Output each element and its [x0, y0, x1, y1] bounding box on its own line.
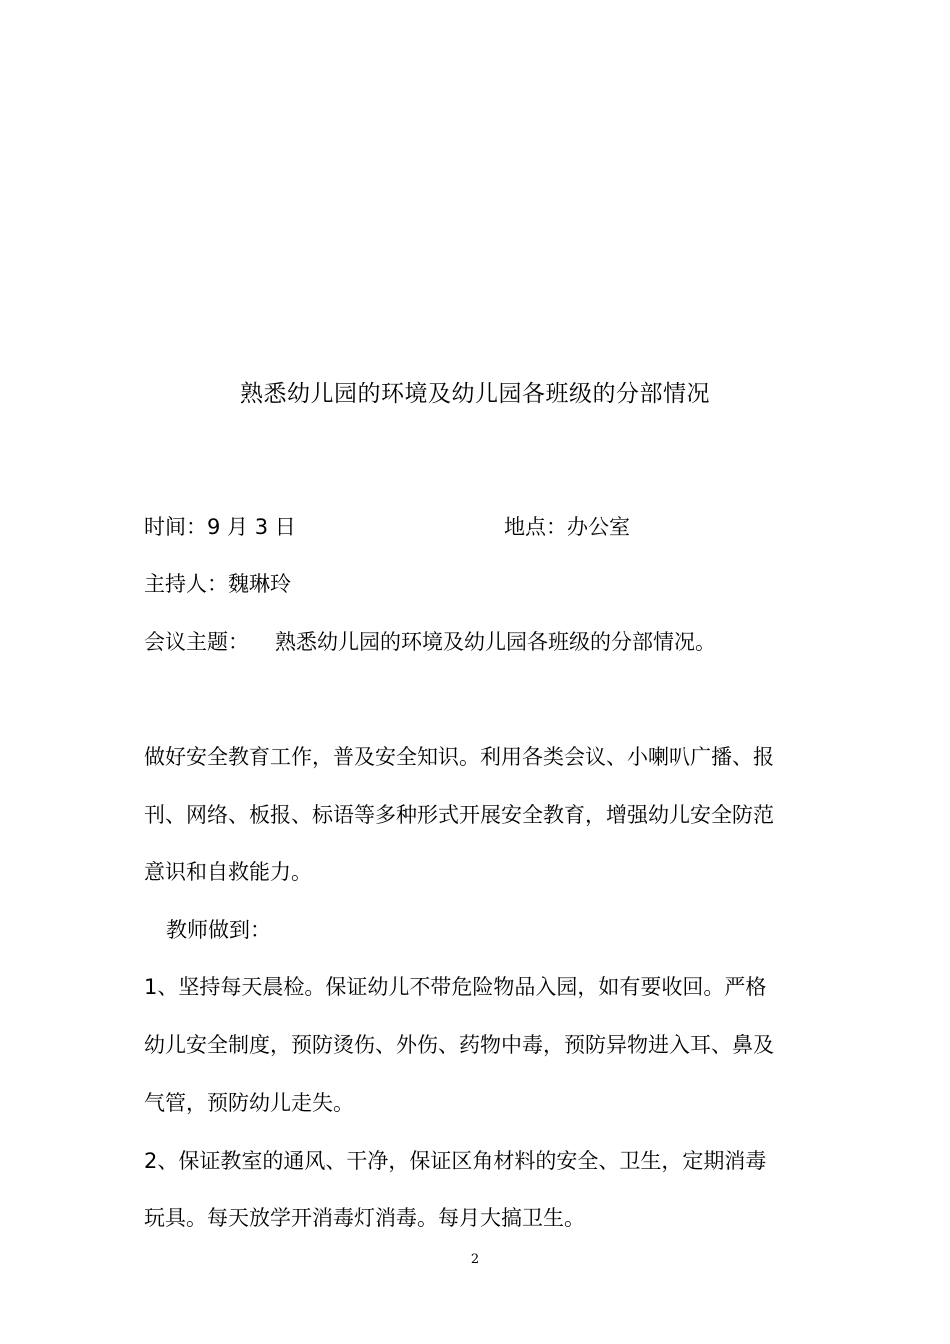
item2-line-1: 2、保证教室的通风、干净，保证区角材料的安全、卫生，定期消毒: [144, 1149, 767, 1173]
teacher-heading: 教师做到：: [166, 918, 271, 942]
meeting-location: 地点：办公室: [504, 515, 630, 539]
item1-line-1: 1、坚持每天晨检。保证幼儿不带危险物品入园，如有要收回。严格: [144, 975, 767, 999]
item1-line-2: 幼儿安全制度，预防烫伤、外伤、药物中毒，预防异物进入耳、鼻及: [144, 1033, 774, 1057]
item2-line-2: 玩具。每天放学开消毒灯消毒。每月大搞卫生。: [144, 1206, 585, 1230]
intro-line-2: 刊、网络、板报、标语等多种形式开展安全教育，增强幼儿安全防范: [144, 803, 774, 827]
intro-line-1: 做好安全教育工作，普及安全知识。利用各类会议、小喇叭广播、报: [144, 745, 774, 769]
page-number: 2: [470, 1252, 480, 1267]
meeting-time: 时间：9 月 3 日: [144, 515, 296, 539]
intro-line-3: 意识和自救能力。: [144, 860, 312, 884]
meeting-topic-label: 会议主题：: [144, 630, 249, 654]
meeting-host: 主持人：魏琳玲: [144, 572, 291, 596]
document-title: 熟悉幼儿园的环境及幼儿园各班级的分部情况: [240, 381, 710, 407]
item1-line-3: 气管，预防幼儿走失。: [144, 1091, 354, 1115]
meeting-topic-value: 熟悉幼儿园的环境及幼儿园各班级的分部情况。: [275, 630, 716, 654]
meeting-topic: [144, 626, 716, 658]
